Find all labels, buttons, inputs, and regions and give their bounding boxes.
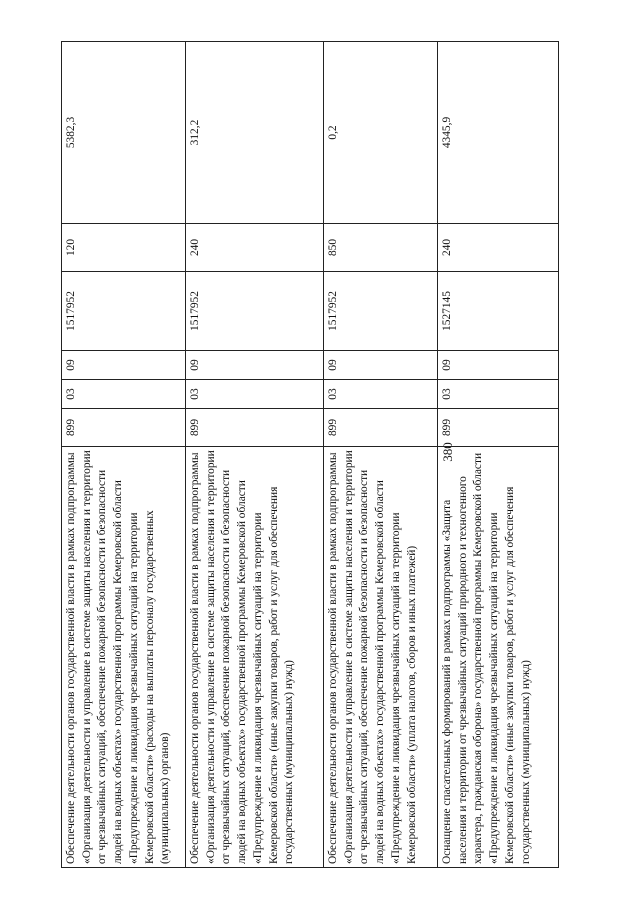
expense-type-code: 120 [62,224,186,272]
target-item-code: 1517952 [186,272,324,351]
row-description: Оснащение спасательных формирований в рамках подпрограммы «Защита населения и территории от чрезвычайных ситуаций природного и техногенного характера, гражданская оборона» государственной программы Кемеровской области «Предупреждение и ликвидация чрезвычайных ситуаций на территории Кемеровской области» (иные закупки товаров, работ и услуг для обеспечения государственных (муниципальных) нужд) [438,447,559,868]
section-code: 03 [186,380,324,409]
budget-table [61,41,559,868]
subsection-code: 09 [438,351,559,380]
ministry-code: 899 [324,409,438,447]
expense-type-code: 240 [438,224,559,272]
subsection-code: 09 [186,351,324,380]
budget-table-rotated [61,42,558,868]
amount-value: 312,2 [186,42,324,224]
row-description: Обеспечение деятельности органов государственной власти в рамках подпрограммы «Организация деятельности и управление в системе защиты населения и территории от чрезвычайных ситуаций, обеспечение пожарной безопасности и безопасности людей на водных объектах» государственной программы Кемеровской области «Предупреждение и ликвидация чрезвычайных ситуаций на территории Кемеровской области» (расходы на выплаты персоналу государственных (муниципальных) органов) [62,447,186,868]
subsection-code: 09 [324,351,438,380]
amount-value: 0,2 [324,42,438,224]
expense-type-code: 240 [186,224,324,272]
section-code: 03 [438,380,559,409]
table-row [186,42,324,868]
page-number: 380 [439,442,455,462]
expense-type-code: 850 [324,224,438,272]
section-code: 03 [62,380,186,409]
amount-value: 4345,9 [438,42,559,224]
table-row [324,42,438,868]
amount-value: 5382,3 [62,42,186,224]
ministry-code: 899 [438,409,559,447]
ministry-code: 899 [62,409,186,447]
table-row [62,42,186,868]
subsection-code: 09 [62,351,186,380]
target-item-code: 1517952 [324,272,438,351]
row-description: Обеспечение деятельности органов государственной власти в рамках подпрограммы «Организация деятельности и управление в системе защиты населения и территории от чрезвычайных ситуаций, обеспечение пожарной безопасности и безопасности людей на водных объектах» государственной программы Кемеровской области «Предупреждение и ликвидация чрезвычайных ситуаций на территории Кемеровской области» (иные закупки товаров, работ и услуг для обеспечения государственных (муниципальных) нужд) [186,447,324,868]
target-item-code: 1527145 [438,272,559,351]
ministry-code: 899 [186,409,324,447]
table-row [438,42,559,868]
target-item-code: 1517952 [62,272,186,351]
row-description: Обеспечение деятельности органов государственной власти в рамках подпрограммы «Организация деятельности и управление в системе защиты населения и территории от чрезвычайных ситуаций, обеспечение пожарной безопасности и безопасности людей на водных объектах» государственной программы Кемеровской области «Предупреждение и ликвидация чрезвычайных ситуаций на территории Кемеровской области» (уплата налогов, сборов и иных платежей) [324,447,438,868]
section-code: 03 [324,380,438,409]
